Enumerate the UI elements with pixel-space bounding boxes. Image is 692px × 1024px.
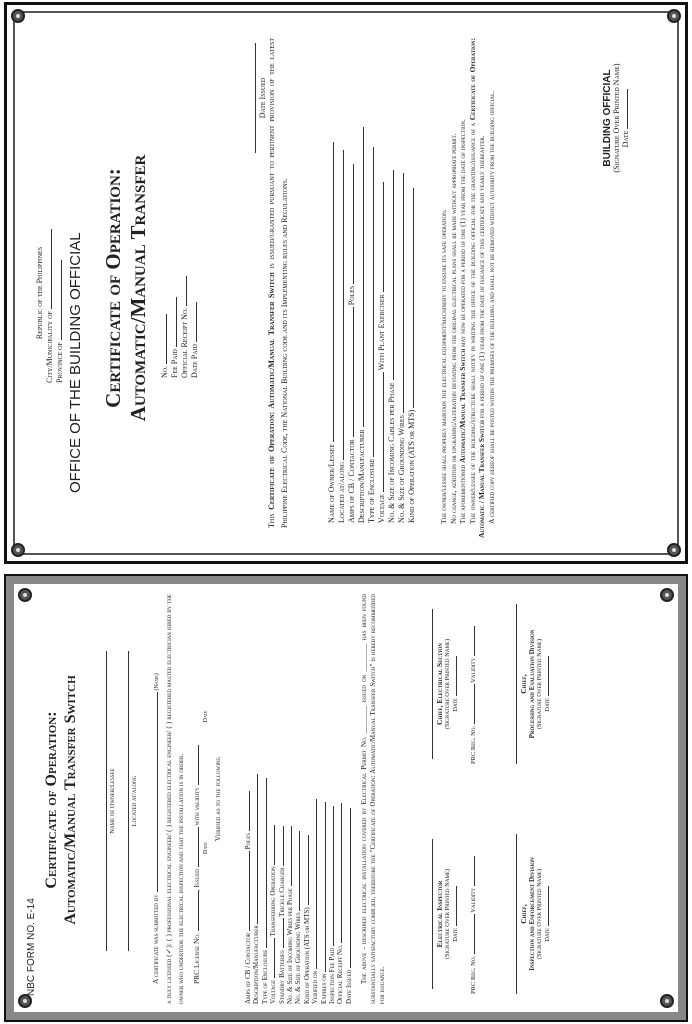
field-date-issued: Date Issued xyxy=(345,594,353,1004)
bottom-title-line1: Certificate of Operation: xyxy=(43,711,60,889)
field-description: Description/Manufacturer xyxy=(252,594,260,1004)
certificate-bottom xyxy=(4,574,688,1022)
province-label: Province of xyxy=(55,93,65,493)
field-grounding: No. & Size of Grounding Wires xyxy=(397,33,407,523)
field-wires: No. & Size of Incoming Wires per Phase xyxy=(286,594,294,1004)
field-expires-on: Expires on xyxy=(320,594,328,1004)
receipt-label: Official Receipt No. xyxy=(180,276,190,378)
field-amps: Amps of CB / Contactor Poles xyxy=(347,33,357,523)
official-signature-caption: (Signature Over Printed Name) xyxy=(612,63,621,173)
conditions xyxy=(439,38,497,538)
bottom-fields xyxy=(244,594,353,1004)
field-verified-on: Verified on xyxy=(311,594,319,1004)
field-enclosure: Type of Enclosure xyxy=(367,33,377,523)
certificate-title-line1: Certificate of Operation: xyxy=(101,168,125,408)
name-caption: (Name) xyxy=(154,673,160,691)
sig-inspection-division: Chief, Inspection and Enforcement Division (Signature Over Printed Name) Date xyxy=(508,824,552,1004)
field-batteries: Standby Batteries Trickle Charger xyxy=(278,594,286,1004)
date-captions: DateDate xyxy=(203,710,209,854)
city-label: City/Municipality of xyxy=(45,93,55,493)
sig-processing-division: Chief, Processing and Evaluation Division (Signature Over Printed Name) Date xyxy=(508,594,552,774)
field-owner: Name of Owner/Lessee xyxy=(327,33,337,523)
field-located: Located at/along xyxy=(337,33,347,523)
field-kind: Kind of Operation (ATS or MTS) xyxy=(407,33,417,523)
no-label: No. xyxy=(160,276,170,378)
date-issued-label: Date Issued xyxy=(258,77,267,119)
condition-4: The owner/lessee of the building/structure shall notify in writing the office of the building official for the granting/issuance of a Certificate of Operation: Automatic / Manual Transfer Switch for a period of one (1) year from the date of issuance of this certificate and yearly thereafter. xyxy=(467,38,487,538)
certificate-title-line2: Automatic/Manual Transfer xyxy=(126,154,150,422)
owner-caption: Name of Owner/Lessee xyxy=(109,768,116,834)
field-cables: No. & Size of Incoming Cables per Phase xyxy=(387,33,397,523)
bottom-title-line2: Automatic/Manual Transfer Switch xyxy=(62,675,79,925)
licensed-body: a duly licensed (✓): ( ) professional electrical engineer/ ( ) registered electrical engineer/ ( ) registered master electrician hired by the owner who undertook the electrical inspection and that the installation is in order. xyxy=(164,594,185,1004)
screw-icon xyxy=(667,9,681,23)
building-official-signature xyxy=(603,43,630,193)
country-text: Republic of the Philippines xyxy=(35,246,44,340)
field-voltage: Voltage With Plant Exerciser xyxy=(377,33,387,523)
prc-license-row: PRC License No. , Issued with validity xyxy=(191,594,203,1004)
field-grounding: No. & Size of Grounding Wires xyxy=(294,594,302,1004)
field-kind: Kind of Operation (ATS or MTS) xyxy=(303,594,311,1004)
field-receipt: Official Receipt No. xyxy=(336,594,344,1004)
official-title: BUILDING OFFICIAL xyxy=(602,69,613,167)
intro-paragraph: This Certificate of Operation: Automatic/Manual Transfer Switch is issued/granted pursuant to pertinent provision of the latest Philippine Electrical Code, the National Building code and its Implementing rules and Regulations. xyxy=(267,37,289,528)
top-fields xyxy=(327,33,417,523)
verified-heading: Verified as to the following xyxy=(213,756,222,842)
condition-1: The owner/lessee shall properly maintain the electrical equipment/machinery to ensure its safe operation. xyxy=(439,209,448,524)
office-title: OFFICE OF THE BUILDING OFFICIAL xyxy=(67,232,84,493)
conclusion-paragraph: The above - described electrical installation covered by Electrical Permit No. ________ issued on ________ has been found substantially satisfactory complied, therefore the "Certificate of Operation: Automatic/Manual Transfer Switch" is hereby recommended for issuance. xyxy=(360,594,386,1004)
field-enclosure: Type of Enclosure xyxy=(261,594,269,1004)
submitted-by: A certificate was submitted by (Name) xyxy=(151,673,160,984)
condition-3: The aforementioned Automatic/Manual Transfer Switch may now be operated for a period of one (1) year from the date of inspection. xyxy=(458,119,468,524)
field-voltage: Voltage Transferring Operation xyxy=(269,594,277,1004)
date-paid-label: Date Paid xyxy=(190,276,200,378)
field-amps: Amps of CB / Contactor Poles xyxy=(244,594,252,1004)
located-caption: Located at/along xyxy=(131,775,138,827)
official-date: Date xyxy=(621,43,630,193)
sig-electrical-section: Chief, Electrical Section (Signature Over Printed Name) Date PRC Reg. No. Validity xyxy=(422,604,478,764)
certificate-bottom-content xyxy=(14,584,674,1012)
field-description: Description/Manufacturer xyxy=(357,33,367,523)
certificate-top xyxy=(4,2,688,564)
form-number: NBC FORM NO. E-14 xyxy=(26,898,37,996)
certificate-top-content xyxy=(15,23,675,553)
certificate-bottom-paper xyxy=(14,584,678,1012)
condition-5: A certified copy hereof shall be posted within the premises of the building and shall not be removed without authority from the building official. xyxy=(486,90,496,524)
fee-paid-label: Fee Paid xyxy=(170,276,180,378)
screw-icon xyxy=(11,9,25,23)
condition-2: No change, addition or upgrading/alteration deviating from the original electrical plans shall be made without appropriate permit. xyxy=(448,133,458,524)
sig-electrical-inspector: Electrical Inspector (Signature Over Printed Name) Date PRC Reg. No. Validity xyxy=(422,834,478,994)
field-fee: Inspection Fee Paid xyxy=(328,594,336,1004)
